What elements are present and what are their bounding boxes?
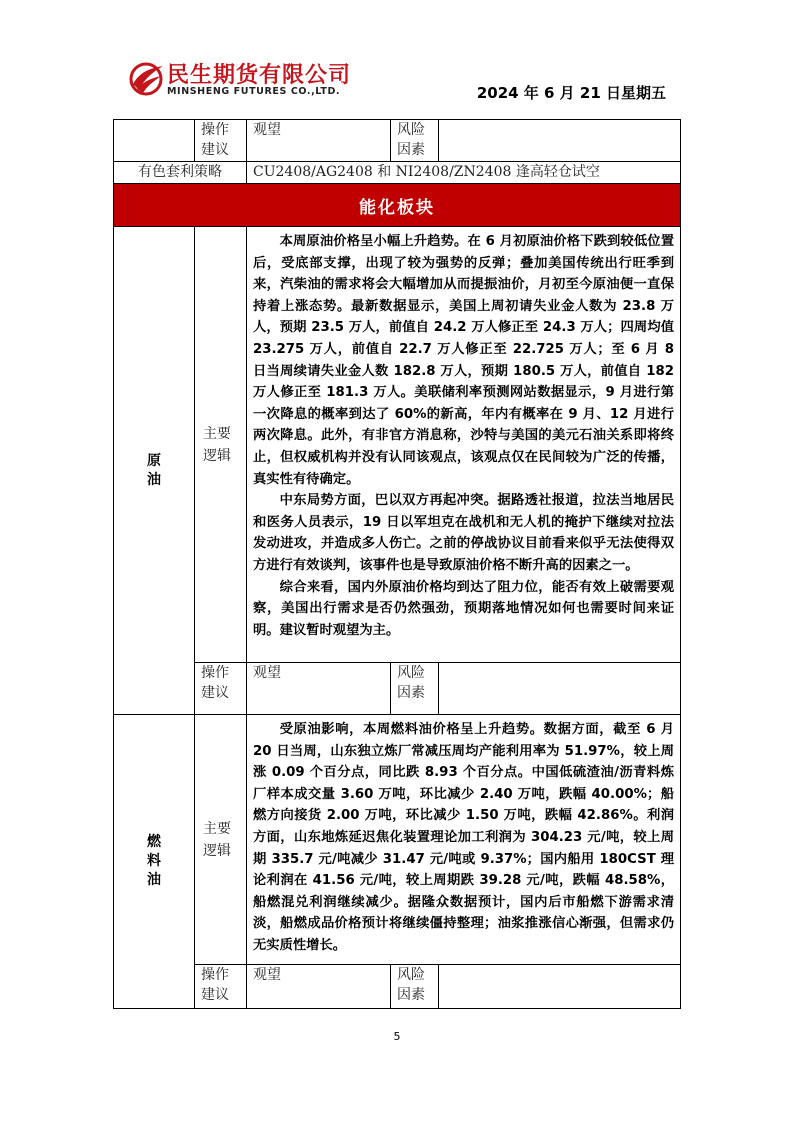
operation-value: 观望 xyxy=(247,120,391,162)
crude-logic-text xyxy=(247,227,681,663)
risk-label: 风险 因素 xyxy=(391,120,439,162)
crude-logic-row xyxy=(114,227,681,663)
logic-label: 主要 逻辑 xyxy=(195,227,247,663)
strategy-row xyxy=(114,162,681,184)
strategy-value: CU2408/AG2408 和 NI2408/ZN2408 逢高轻仓试空 xyxy=(247,162,681,184)
risk-label: 风险 因素 xyxy=(391,663,439,715)
fuel-logic-text xyxy=(247,715,681,965)
risk-value xyxy=(439,965,681,1009)
logic-label: 主要 逻辑 xyxy=(195,715,247,965)
section-title: 能化板块 xyxy=(114,184,681,227)
operation-label: 操作 建议 xyxy=(195,965,247,1009)
paragraph: 受原油影响，本周燃料油价格呈上升趋势。数据方面，截至 6 月 20 日当周，山东独立炼厂常减压周均产能利用率为 51.97%，较上周涨 0.09 个百分点，同比跌 8.93 个百分点。中国低硫渣油/沥青料炼厂样本成交量 3.60 万吨，环比减少 2.40 万吨，跌幅 40.00%；船燃方向接货 2.00 万吨，环比减少 1.50 万吨，跌幅 42.86%。利润方面，山东地炼延迟焦化装置理论加工利润为 304.23 元/吨，较上周期 335.7 元/吨减少 31.47 元/吨或 9.37%；国内船用 180CST 理论利润在 41.56 元/吨，较上周期跌 39.28 元/吨，跌幅 48.58%，船燃混兑利润继续减少。据隆众数据预计，国内后市船燃下游需求清淡，船燃成品价格预计将继续僵持整理；油浆推涨信心渐强，但需求仍无实质性增长。 xyxy=(253,722,674,953)
operation-value: 观望 xyxy=(247,663,391,715)
risk-value xyxy=(439,663,681,715)
company-logo-icon xyxy=(127,60,165,98)
paragraph: 中东局势方面，巴以双方再起冲突。据路透社报道，拉法当地居民和医务人员表示，19 日以军坦克在战机和无人机的掩护下继续对拉法发动进攻，并造成多人伤亡。之前的停战协议目前看来似乎无法使得双方进行有效谈判，该事件也是导致原油价格不断升高的因素之一。 xyxy=(253,493,674,573)
top-operation-row xyxy=(114,120,681,162)
fuel-operation-row xyxy=(114,965,681,1009)
paragraph: 本周原油价格呈小幅上升趋势。在 6 月初原油价格下跌到较低位置后，受底部支撑，出现了较为强势的反弹；叠加美国传统出行旺季到来，汽柴油的需求将会大幅增加从而提振油价，月初至今原油便一直保持着上涨态势。最新数据显示，美国上周初请失业金人数为 23.8 万人，预期 23.5 万人，前值自 24.2 万人修正至 24.3 万人；四周均值 23.275 万人，前值自 22.7 万人修正至 22.725 万人；至 6 月 8 日当周续请失业金人数 182.8 万人，预期 180.5 万人，前值自 182 万人修正至 181.3 万人。美联储利率预测网站数据显示，9 月进行第一次降息的概率到达了 60%的新高，年内有概率在 9 月、12 月进行两次降息。此外，有非官方消息称，沙特与美国的美元石油关系即将终止，但权威机构并没有认同该观点，该观点仅在民间较为广泛的传播，真实性有待确定。 xyxy=(253,234,674,487)
fuel-logic-row xyxy=(114,715,681,965)
product-name-fuel: 燃 料 油 xyxy=(114,715,195,1009)
operation-label: 操作 建议 xyxy=(195,120,247,162)
strategy-label: 有色套利策略 xyxy=(114,162,247,184)
strategy-table xyxy=(113,119,681,1009)
logo-english-name: MINSHENG FUTURES CO.,LTD. xyxy=(167,86,341,97)
section-banner-row xyxy=(114,184,681,227)
paragraph: 综合来看，国内外原油价格均到达了阻力位，能否有效上破需要观察，美国出行需求是否仍然强劲，预期落地情况如何也需要时间来证明。建议暂时观望为主。 xyxy=(253,579,674,638)
crude-operation-row xyxy=(114,663,681,715)
page-number: 5 xyxy=(393,1030,401,1043)
report-date: 2024 年 6 月 21 日星期五 xyxy=(476,84,666,102)
operation-label: 操作 建议 xyxy=(195,663,247,715)
company-logo xyxy=(127,58,367,102)
blank-cell xyxy=(114,120,195,162)
product-name-crude: 原 油 xyxy=(114,227,195,715)
logo-chinese-name: 民生期货有限公司 xyxy=(167,63,352,88)
risk-label: 风险 因素 xyxy=(391,965,439,1009)
operation-value: 观望 xyxy=(247,965,391,1009)
risk-value xyxy=(439,120,681,162)
